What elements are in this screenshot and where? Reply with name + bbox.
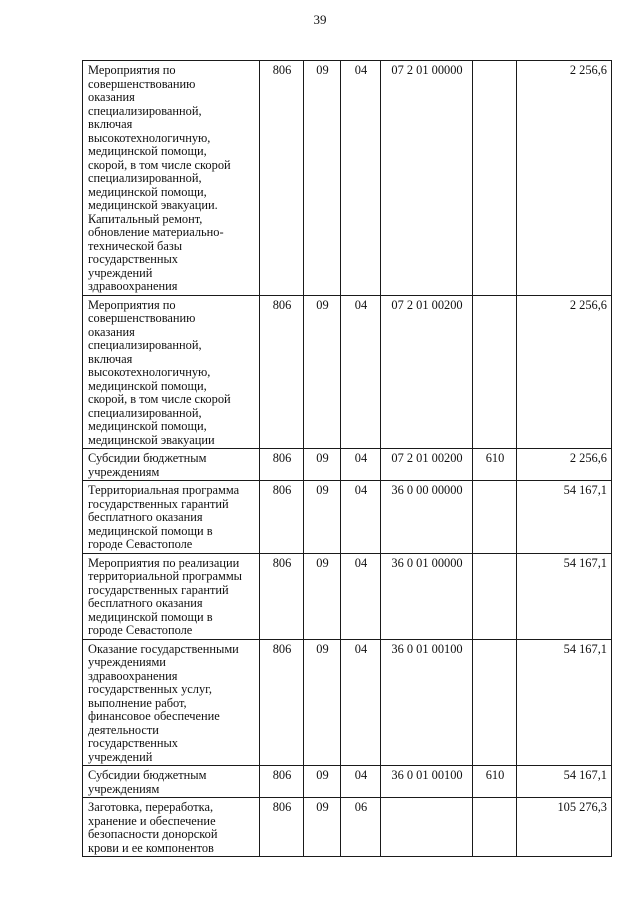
row-target-article-cell: 36 0 01 00100 (381, 766, 473, 798)
row-ved-cell: 806 (260, 449, 304, 481)
row-expense-type-cell (473, 553, 517, 639)
row-name-cell: Заготовка, переработка, хранение и обеспечение безопасности донорской крови и ее компонентов (83, 798, 260, 857)
row-name-cell: Мероприятия по реализации территориальной программы государственных гарантий бесплатного оказания медицинской помощи в городе Севастополе (83, 553, 260, 639)
row-section-cell: 09 (304, 481, 341, 554)
row-target-article-cell: 07 2 01 00200 (381, 449, 473, 481)
row-target-article-cell: 07 2 01 00200 (381, 295, 473, 449)
row-expense-type-cell (473, 61, 517, 296)
row-ved-cell: 806 (260, 61, 304, 296)
row-sum-cell: 54 167,1 (517, 553, 612, 639)
table-row (83, 639, 612, 766)
row-section-cell: 09 (304, 61, 341, 296)
table-row (83, 61, 612, 296)
table-row (83, 481, 612, 554)
row-sum-cell: 2 256,6 (517, 449, 612, 481)
row-target-article-cell (381, 798, 473, 857)
row-sum-cell: 54 167,1 (517, 766, 612, 798)
row-expense-type-cell: 610 (473, 449, 517, 481)
row-ved-cell: 806 (260, 798, 304, 857)
row-name-cell: Территориальная программа государственных гарантий бесплатного оказания медицинской помощи в городе Севастополе (83, 481, 260, 554)
row-subsection-cell: 06 (341, 798, 381, 857)
row-expense-type-cell: 610 (473, 766, 517, 798)
row-ved-cell: 806 (260, 295, 304, 449)
row-target-article-cell: 36 0 00 00000 (381, 481, 473, 554)
row-name-cell: Субсидии бюджетным учреждениям (83, 766, 260, 798)
row-expense-type-cell (473, 639, 517, 766)
row-ved-cell: 806 (260, 481, 304, 554)
row-sum-cell: 2 256,6 (517, 61, 612, 296)
row-subsection-cell: 04 (341, 639, 381, 766)
row-expense-type-cell (473, 295, 517, 449)
row-ved-cell: 806 (260, 766, 304, 798)
row-expense-type-cell (473, 481, 517, 554)
row-section-cell: 09 (304, 449, 341, 481)
row-subsection-cell: 04 (341, 481, 381, 554)
row-sum-cell: 2 256,6 (517, 295, 612, 449)
row-sum-cell: 54 167,1 (517, 639, 612, 766)
row-subsection-cell: 04 (341, 449, 381, 481)
row-name-cell: Оказание государственными учреждениями здравоохранения государственных услуг, выполнение работ, финансовое обеспечение деятельности государственных учреждений (83, 639, 260, 766)
row-subsection-cell: 04 (341, 553, 381, 639)
row-section-cell: 09 (304, 639, 341, 766)
row-section-cell: 09 (304, 798, 341, 857)
table-row (83, 295, 612, 449)
row-target-article-cell: 07 2 01 00000 (381, 61, 473, 296)
row-name-cell: Мероприятия по совершенствованию оказания специализированной, включая высокотехнологичную, медицинской помощи, скорой, в том числе скорой специализированной, медицинской помощи, медицинской эвакуации. Капитальный ремонт, обновление материально- технической базы государственных учреждений здравоохранения (83, 61, 260, 296)
row-ved-cell: 806 (260, 639, 304, 766)
table-row (83, 798, 612, 857)
row-section-cell: 09 (304, 295, 341, 449)
row-subsection-cell: 04 (341, 61, 381, 296)
table-row (83, 766, 612, 798)
row-subsection-cell: 04 (341, 295, 381, 449)
row-subsection-cell: 04 (341, 766, 381, 798)
table-row (83, 449, 612, 481)
row-name-cell: Мероприятия по совершенствованию оказания специализированной, включая высокотехнологичную, медицинской помощи, скорой, в том числе скорой специализированной, медицинской помощи, медицинской эвакуации (83, 295, 260, 449)
row-target-article-cell: 36 0 01 00100 (381, 639, 473, 766)
row-name-cell: Субсидии бюджетным учреждениям (83, 449, 260, 481)
row-section-cell: 09 (304, 766, 341, 798)
table-row (83, 553, 612, 639)
row-expense-type-cell (473, 798, 517, 857)
row-section-cell: 09 (304, 553, 341, 639)
row-sum-cell: 54 167,1 (517, 481, 612, 554)
row-ved-cell: 806 (260, 553, 304, 639)
page-number: 39 (313, 12, 327, 27)
budget-table (82, 60, 612, 857)
row-sum-cell: 105 276,3 (517, 798, 612, 857)
row-target-article-cell: 36 0 01 00000 (381, 553, 473, 639)
